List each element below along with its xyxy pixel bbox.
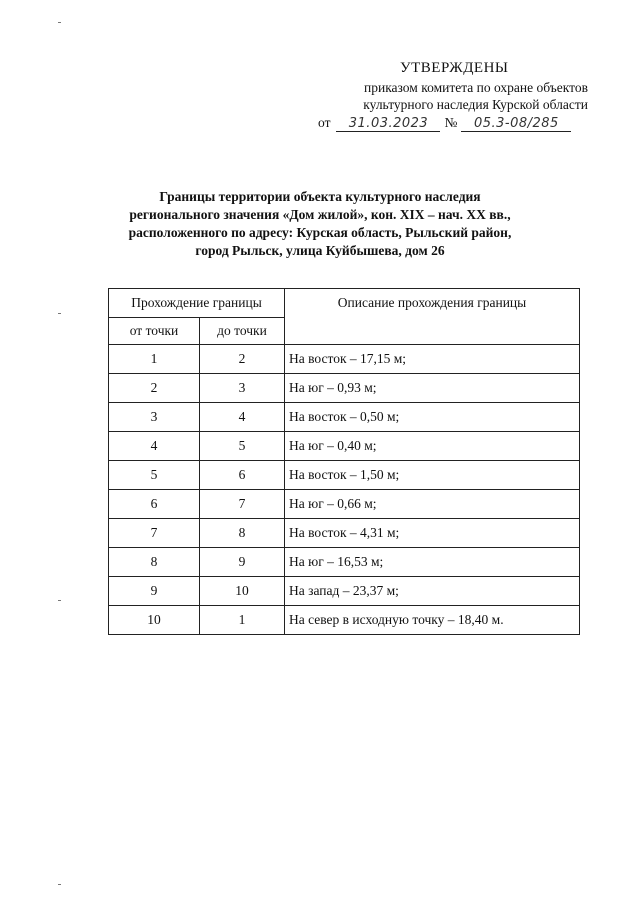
approval-line-2: культурного наследия Курской области (363, 97, 588, 112)
description-cell: На восток – 0,50 м; (285, 403, 580, 432)
title-line-1: Границы территории объекта культурного наследия (159, 189, 481, 204)
description-cell: На восток – 17,15 м; (285, 345, 580, 374)
description-cell: На юг – 0,66 м; (285, 490, 580, 519)
table-row (109, 490, 580, 519)
approval-line-1: приказом комитета по охране объектов (364, 80, 588, 95)
to-point-cell: 10 (200, 577, 285, 606)
to-point-cell: 9 (200, 548, 285, 577)
table-row (109, 461, 580, 490)
scan-mark (58, 22, 61, 23)
to-point-cell: 7 (200, 490, 285, 519)
header-to-point: до точки (200, 318, 285, 345)
from-point-cell: 5 (109, 461, 200, 490)
to-point-cell: 1 (200, 606, 285, 635)
from-point-cell: 8 (109, 548, 200, 577)
description-cell: На север в исходную точку – 18,40 м. (285, 606, 580, 635)
table-row (109, 345, 580, 374)
number-label: № (444, 115, 458, 130)
header-boundary-passage: Прохождение границы (109, 289, 285, 318)
approval-signature-line (318, 114, 588, 132)
table-row (109, 432, 580, 461)
from-point-cell: 7 (109, 519, 200, 548)
from-point-cell: 6 (109, 490, 200, 519)
from-point-cell: 4 (109, 432, 200, 461)
to-point-cell: 3 (200, 374, 285, 403)
description-cell: На восток – 1,50 м; (285, 461, 580, 490)
scan-mark (58, 313, 61, 314)
from-label: от (318, 115, 331, 130)
order-number: 05.3-08/285 (461, 117, 571, 132)
header-from-point: от точки (109, 318, 200, 345)
header-description: Описание прохождения границы (285, 289, 580, 345)
table-row (109, 606, 580, 635)
title-line-4: город Рыльск, улица Куйбышева, дом 26 (195, 243, 445, 258)
table-row (109, 519, 580, 548)
description-cell: На юг – 0,93 м; (285, 374, 580, 403)
to-point-cell: 6 (200, 461, 285, 490)
from-point-cell: 9 (109, 577, 200, 606)
to-point-cell: 2 (200, 345, 285, 374)
from-point-cell: 3 (109, 403, 200, 432)
title-line-3: расположенного по адресу: Курская область, Рыльский район, (128, 225, 512, 240)
description-cell: На запад – 23,37 м; (285, 577, 580, 606)
approval-block (318, 60, 588, 132)
title-line-2: регионального значения «Дом жилой», кон. XIX – нач. XX вв., (129, 207, 511, 222)
to-point-cell: 8 (200, 519, 285, 548)
order-date: 31.03.2023 (336, 117, 440, 132)
from-point-cell: 1 (109, 345, 200, 374)
from-point-cell: 2 (109, 374, 200, 403)
scan-mark (58, 600, 61, 601)
boundary-table (108, 288, 580, 635)
description-cell: На восток – 4,31 м; (285, 519, 580, 548)
table-row (109, 577, 580, 606)
to-point-cell: 4 (200, 403, 285, 432)
table-row (109, 548, 580, 577)
table-row (109, 403, 580, 432)
scan-mark (58, 884, 61, 885)
table-body (109, 345, 580, 635)
table-row (109, 374, 580, 403)
document-title (100, 188, 540, 260)
approval-heading: УТВЕРЖДЕНЫ (400, 60, 509, 76)
from-point-cell: 10 (109, 606, 200, 635)
description-cell: На юг – 16,53 м; (285, 548, 580, 577)
to-point-cell: 5 (200, 432, 285, 461)
description-cell: На юг – 0,40 м; (285, 432, 580, 461)
